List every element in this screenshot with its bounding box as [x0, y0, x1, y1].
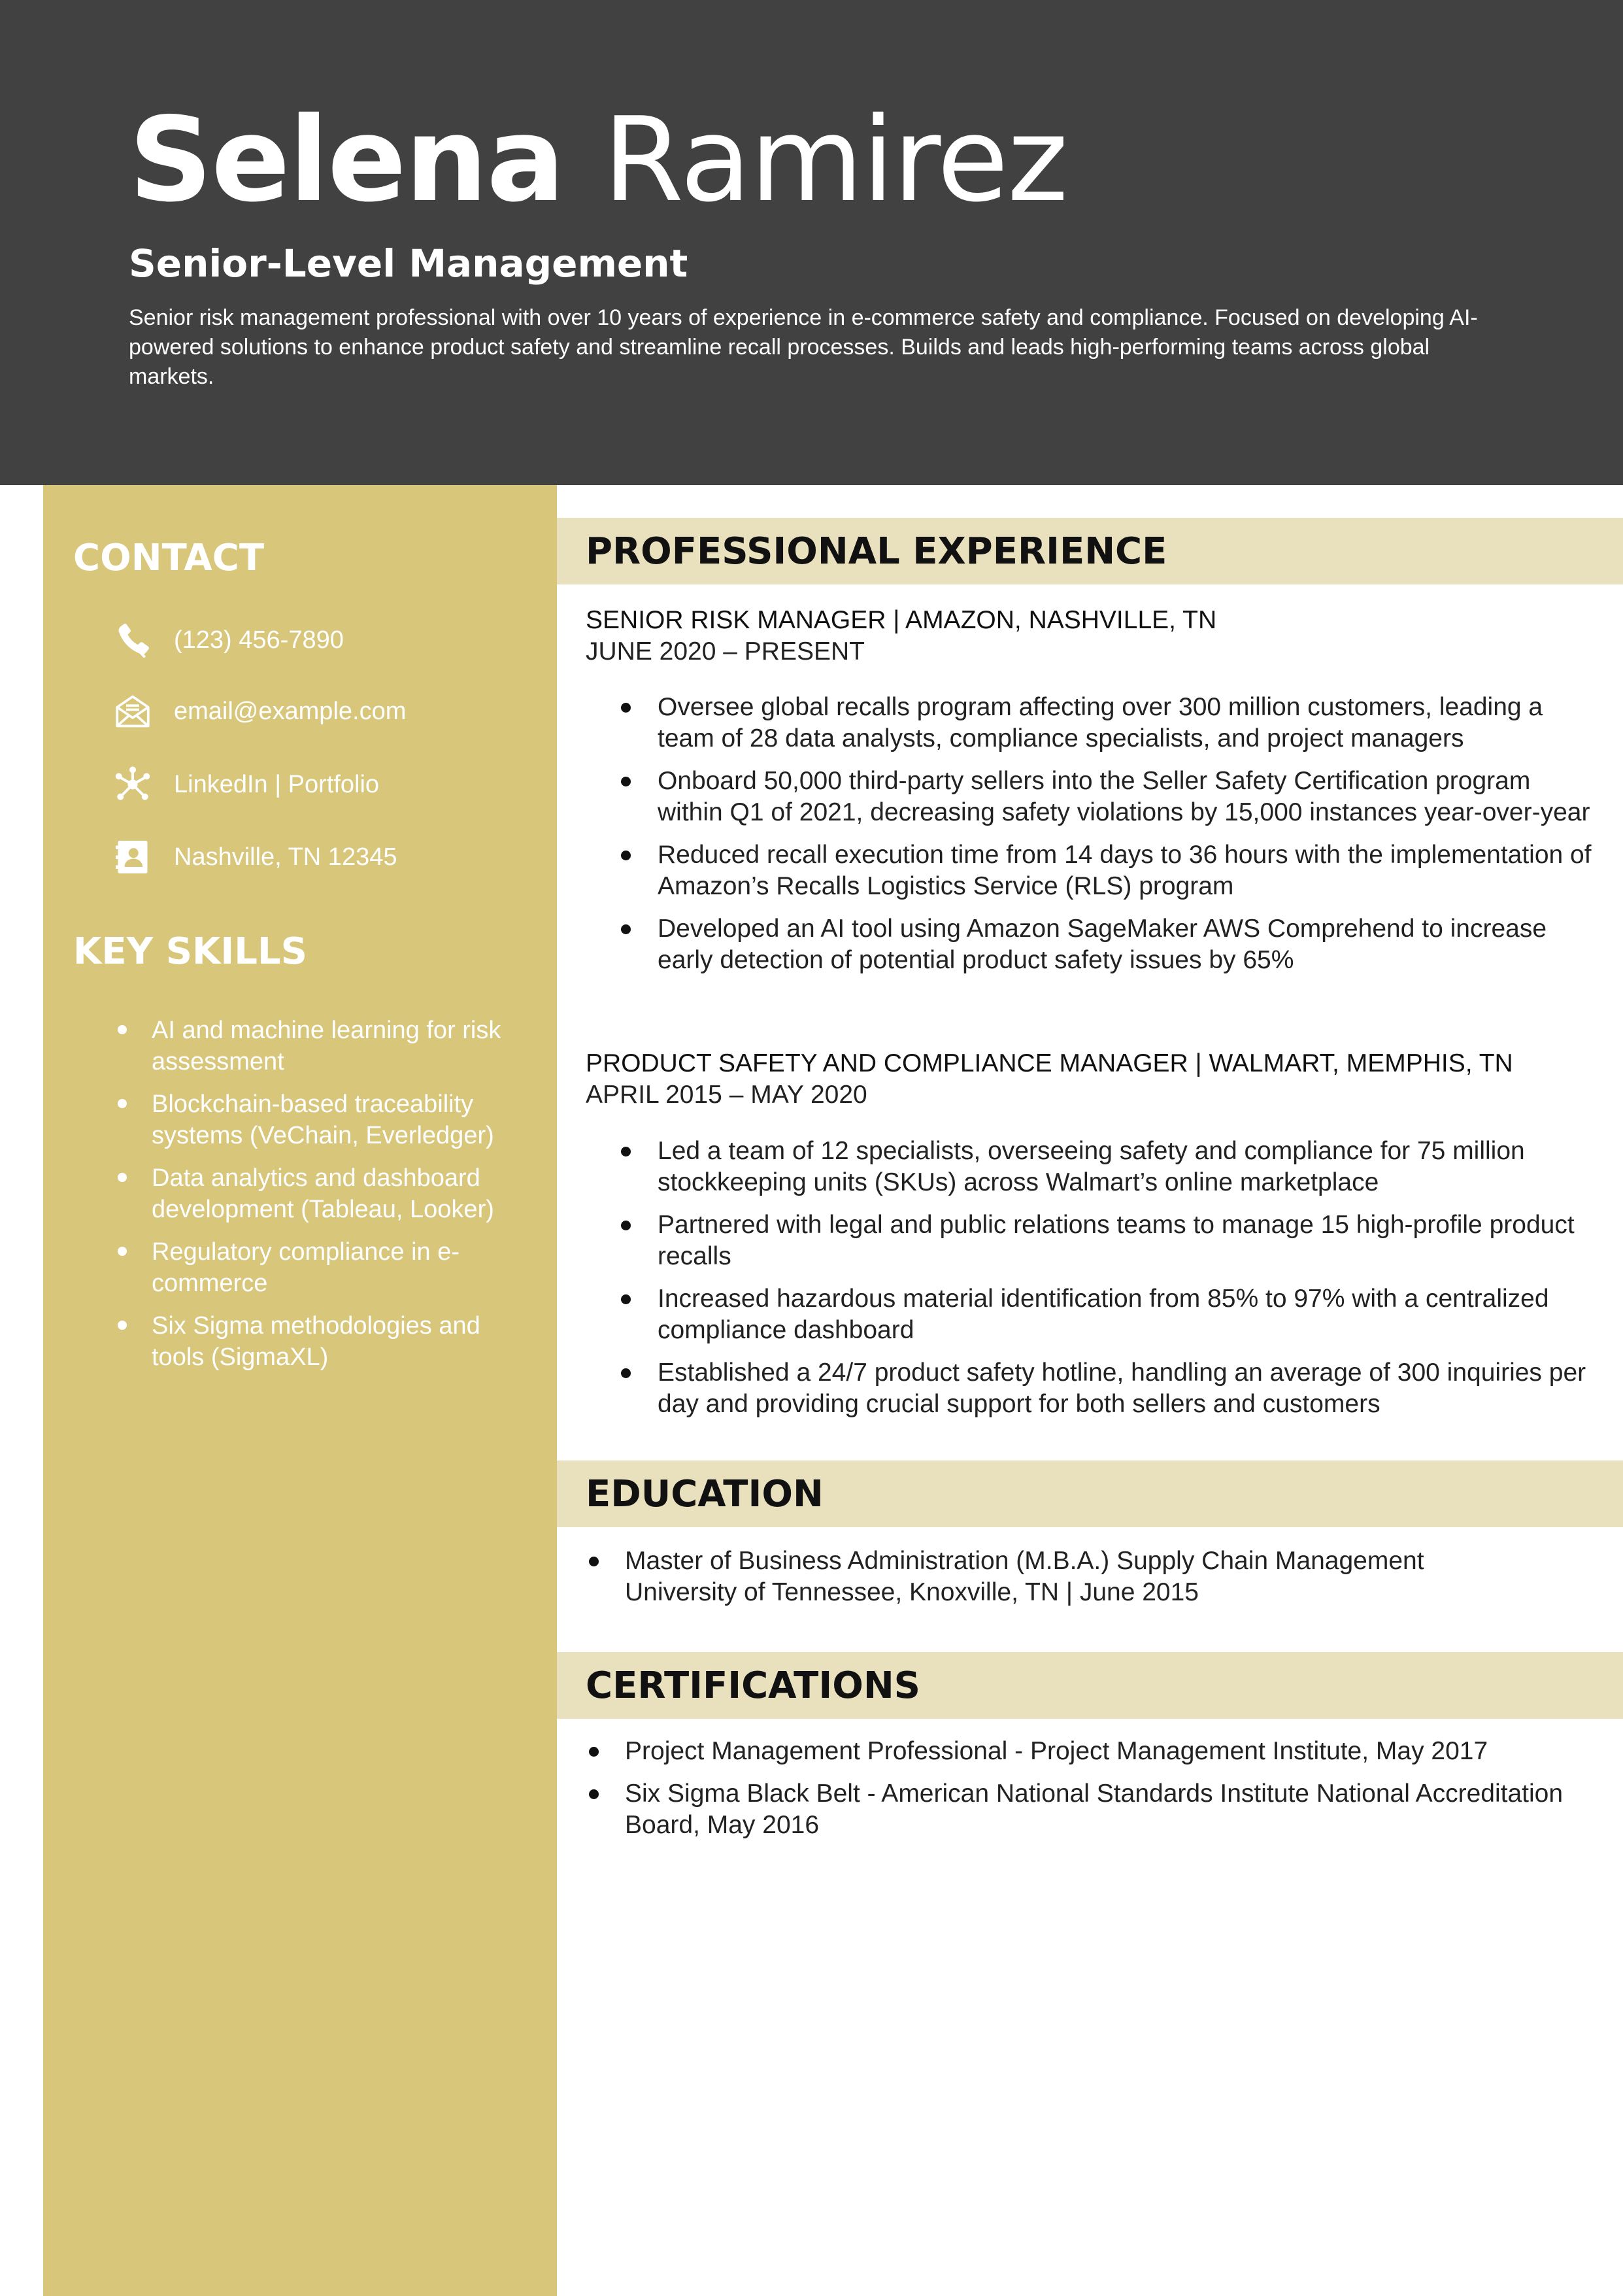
job-role-title: Senior-Level Management [129, 241, 688, 286]
contact-email[interactable] [112, 688, 406, 734]
job-1-bullets [658, 692, 1599, 987]
list-item: Led a team of 12 specialists, overseeing safety and compliance for 75 million stockkeeping units (SKUs) across Walmart’s online marketplace [658, 1136, 1599, 1198]
education-list [625, 1545, 1599, 1619]
experience-section-header [557, 518, 1623, 584]
list-item: Regulatory compliance in e-commerce [112, 1236, 537, 1299]
candidate-name [129, 92, 1067, 229]
contact-location[interactable] [112, 834, 397, 880]
profile-links: LinkedIn | Portfolio [174, 771, 380, 798]
list-item: Data analytics and dashboard development (Tableau, Looker) [112, 1162, 537, 1225]
list-item: Developed an AI tool using Amazon SageMaker AWS Comprehend to increase early detection of potential product safety issues by 65% [658, 913, 1599, 976]
resume-header [0, 0, 1623, 485]
profile-summary: Senior risk management professional with over 10 years of experience in e-commerce safety and compliance. Focused on developing AI-powered solutions to enhance product safety and streamline recall processes. Builds and leads high-performing teams across global markets. [129, 305, 1478, 389]
address-book-icon [112, 837, 153, 877]
envelope-icon [112, 691, 153, 732]
list-item [625, 1545, 1599, 1608]
contact-heading: CONTACT [73, 537, 265, 579]
email-address: email@example.com [174, 698, 407, 725]
list-item: Onboard 50,000 third-party sellers into the Seller Safety Certification program within Q1 of 2021, decreasing safety violations by 15,000 instances year-over-year [658, 766, 1599, 828]
list-item: Six Sigma Black Belt - American National Standards Institute National Accreditation Board, May 2016 [625, 1778, 1599, 1841]
education-section-header [557, 1460, 1623, 1527]
key-skills-list [112, 1015, 537, 1384]
phone-icon [112, 620, 153, 660]
last-name: Ramirez [603, 92, 1067, 228]
school: University of Tennessee, Knoxville, TN | June 2015 [625, 1578, 1199, 1606]
list-item: Oversee global recalls program affecting over 300 million customers, leading a team of 28 data analysts, compliance specialists, and project managers [658, 692, 1599, 754]
list-item: Blockchain-based traceability systems (VeChain, Everledger) [112, 1089, 537, 1151]
certifications-heading: CERTIFICATIONS [586, 1664, 921, 1707]
sidebar [43, 485, 557, 2296]
contact-links[interactable] [112, 762, 379, 807]
list-item: Six Sigma methodologies and tools (SigmaXL) [112, 1310, 537, 1373]
phone-number: (123) 456-7890 [174, 626, 344, 654]
list-item: Reduced recall execution time from 14 days to 36 hours with the implementation of Amazon’s Recalls Logistics Service (RLS) program [658, 839, 1599, 902]
key-skills-heading: KEY SKILLS [73, 930, 307, 973]
network-icon [112, 764, 153, 805]
contact-phone[interactable] [112, 617, 344, 663]
list-item: Increased hazardous material identification from 85% to 97% with a centralized compliance dashboard [658, 1283, 1599, 1346]
list-item: Project Management Professional - Project Management Institute, May 2017 [625, 1736, 1599, 1767]
list-item: Established a 24/7 product safety hotline, handling an average of 300 inquiries per day and providing crucial support for both sellers and customers [658, 1357, 1599, 1420]
degree: Master of Business Administration (M.B.A.) Supply Chain Management [625, 1547, 1424, 1575]
location: Nashville, TN 12345 [174, 843, 397, 871]
certifications-list [625, 1736, 1599, 1852]
job-2-bullets [658, 1136, 1599, 1431]
list-item: Partnered with legal and public relations teams to manage 15 high-profile product recalls [658, 1209, 1599, 1272]
experience-heading: PROFESSIONAL EXPERIENCE [586, 530, 1167, 573]
education-heading: EDUCATION [586, 1472, 824, 1515]
job-title-2: PRODUCT SAFETY AND COMPLIANCE MANAGER | WALMART, MEMPHIS, TN [586, 1049, 1513, 1077]
first-name: Selena [129, 92, 564, 228]
job-title-1: SENIOR RISK MANAGER | AMAZON, NASHVILLE, TN [586, 606, 1217, 634]
job-dates-2: APRIL 2015 – MAY 2020 [586, 1081, 867, 1109]
job-dates-1: JUNE 2020 – PRESENT [586, 637, 865, 666]
certifications-section-header [557, 1652, 1623, 1719]
list-item: AI and machine learning for risk assessment [112, 1015, 537, 1077]
